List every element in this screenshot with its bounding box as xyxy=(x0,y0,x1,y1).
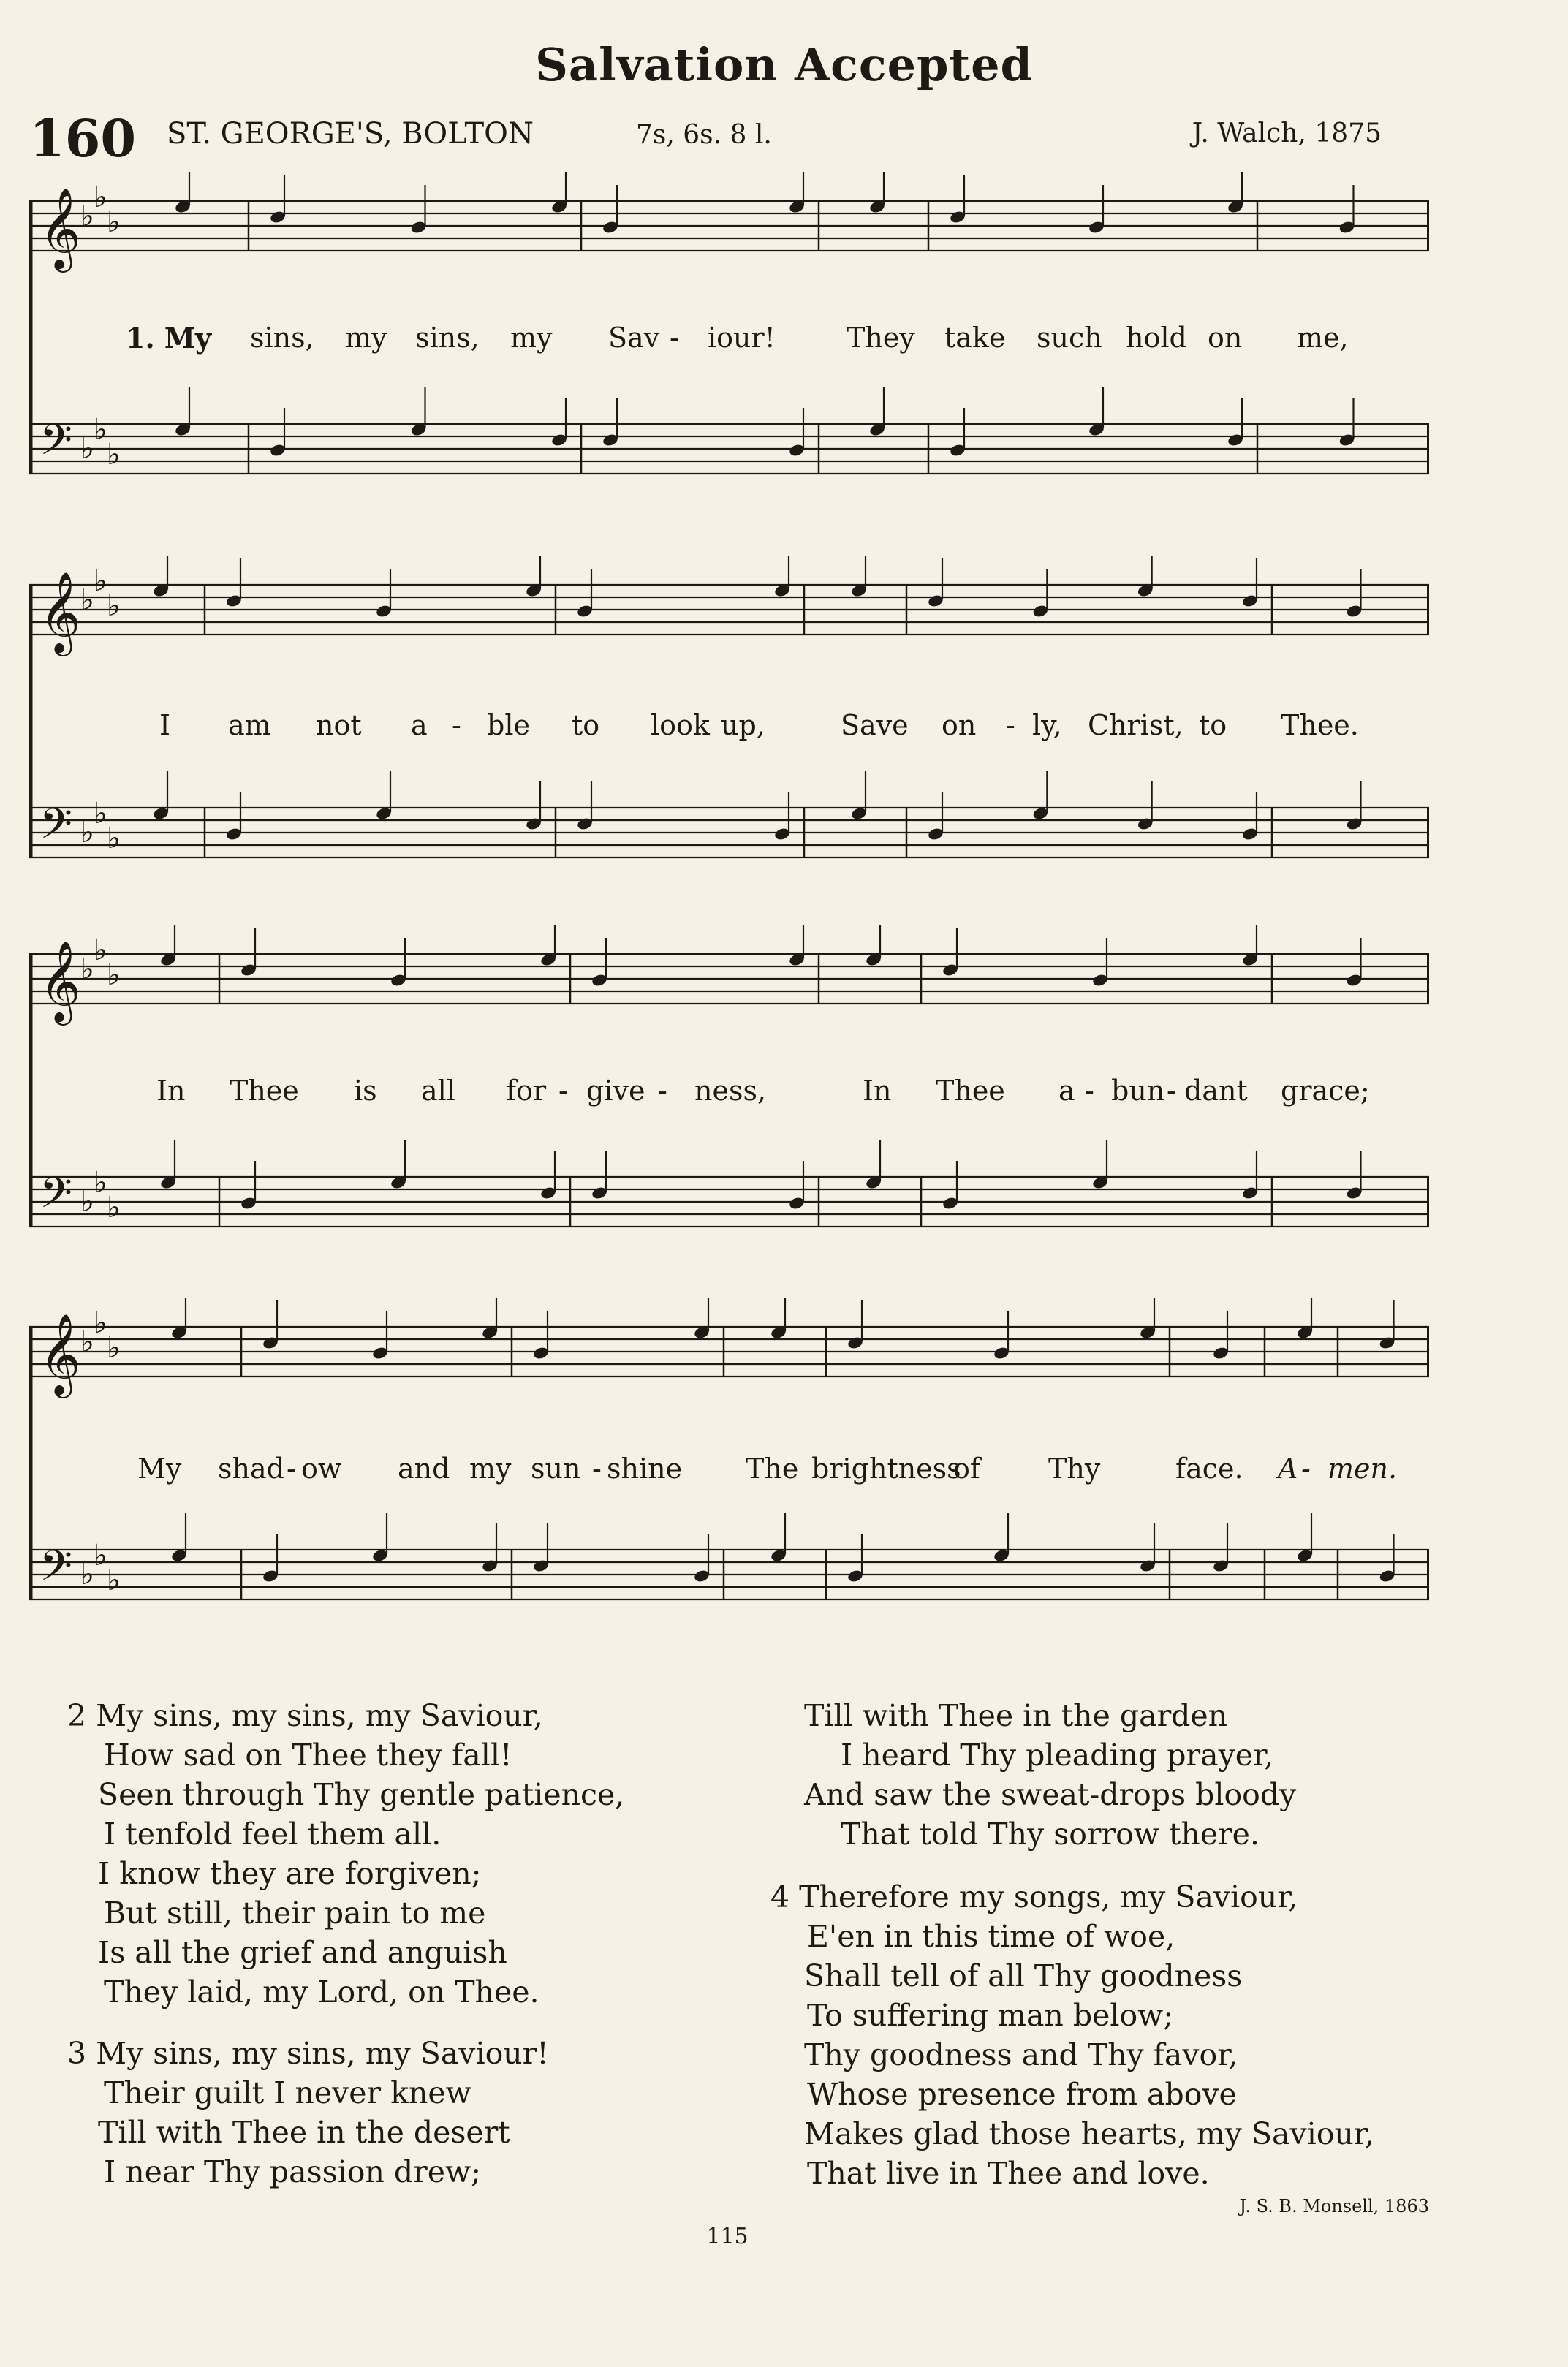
flat-icon: ♭ xyxy=(107,1564,121,1597)
lyric-line-2: I am not a - ble to look up, Save on - ly, Christ, to Thee. xyxy=(159,709,1359,741)
lyric-line-1: 1. My sins, my sins, my Sav - iour! They take such hold on me, xyxy=(126,322,1349,355)
text-author: J. S. B. Monsell, 1863 xyxy=(1239,2196,1429,2216)
flat-icon: ♭ xyxy=(80,432,94,466)
verse-3: 3 My sins, my sins, my Saviour! Their guilt I never knew Till with Thee in the desert I near Thy passion drew; xyxy=(67,2036,549,2189)
flat-icon: ♭ xyxy=(107,958,121,992)
flat-icon: ♭ xyxy=(80,583,94,617)
bass-clef-icon: 𝄢 xyxy=(39,1541,73,1601)
music-system-1 xyxy=(29,172,1429,515)
composer: J. Walch, 1875 xyxy=(1192,118,1382,148)
flat-icon: ♭ xyxy=(80,200,94,233)
bass-clef-icon: 𝄢 xyxy=(39,799,73,859)
flat-icon: ♭ xyxy=(94,564,107,598)
flat-icon: ♭ xyxy=(107,1191,121,1224)
flat-icon: ♭ xyxy=(80,816,94,849)
hymn-number: 160 xyxy=(29,108,137,169)
treble-clef-icon: 𝄞 xyxy=(39,940,81,1022)
bass-clef-icon: 𝄢 xyxy=(39,415,73,475)
music-system-4 xyxy=(29,1298,1429,1641)
flat-icon: ♭ xyxy=(94,797,107,830)
page-number: 115 xyxy=(706,2224,749,2249)
hymn-section-title: Salvation Accepted xyxy=(535,38,1033,91)
meter: 7s, 6s. 8 l. xyxy=(636,120,772,150)
lyric-line-3: In Thee is all for - give - ness, In Thee a - bun - dant grace; xyxy=(156,1075,1370,1107)
verse-4: 4 Therefore my songs, my Saviour, E'en in this time of woe, Shall tell of all Thy goodness To suffering man below; Thy goodness and Thy favor, Whose presence from above Makes glad those hearts, my Saviour, That live in Thee and love. xyxy=(770,1879,1374,2191)
flat-icon: ♭ xyxy=(94,1306,107,1340)
treble-clef-icon: 𝄞 xyxy=(39,1313,81,1395)
flat-icon: ♭ xyxy=(94,413,107,447)
flat-icon: ♭ xyxy=(94,1539,107,1572)
flat-icon: ♭ xyxy=(107,438,121,471)
flat-icon: ♭ xyxy=(107,822,121,855)
flat-icon: ♭ xyxy=(94,933,107,967)
flat-icon: ♭ xyxy=(80,953,94,986)
flat-icon: ♭ xyxy=(80,1325,94,1359)
flat-icon: ♭ xyxy=(107,589,121,623)
verse-3-continued: Till with Thee in the garden I heard Thy pleading prayer, And saw the sweat-drops bloody That told Thy sorrow there. xyxy=(804,1698,1297,1852)
tune-name: ST. GEORGE'S, BOLTON xyxy=(167,117,534,151)
bass-staff xyxy=(29,424,1429,474)
flat-icon: ♭ xyxy=(107,1331,121,1365)
music-system-2 xyxy=(29,556,1429,899)
bass-clef-icon: 𝄢 xyxy=(39,1168,73,1228)
bass-staff xyxy=(29,1550,1429,1599)
treble-staff xyxy=(29,585,1429,635)
flat-icon: ♭ xyxy=(94,1166,107,1200)
flat-icon: ♭ xyxy=(107,205,121,239)
flat-icon: ♭ xyxy=(80,1558,94,1591)
bass-staff xyxy=(29,1177,1429,1227)
verse-2: 2 My sins, my sins, my Saviour, How sad on Thee they fall! Seen through Thy gentle patience, I tenfold feel them all. I know they are forgiven; But still, their pain to me Is all the grief and anguish They laid, my Lord, on Thee. xyxy=(67,1698,625,2010)
treble-staff xyxy=(29,954,1429,1004)
flat-icon: ♭ xyxy=(80,1185,94,1219)
treble-staff xyxy=(29,201,1429,251)
treble-clef-icon: 𝄞 xyxy=(39,187,81,269)
flat-icon: ♭ xyxy=(94,181,107,214)
lyric-line-4: My shad - ow and my sun - shine The brightness of Thy face. A - men. xyxy=(137,1453,1398,1485)
music-system-3 xyxy=(29,925,1429,1268)
treble-clef-icon: 𝄞 xyxy=(39,571,81,653)
